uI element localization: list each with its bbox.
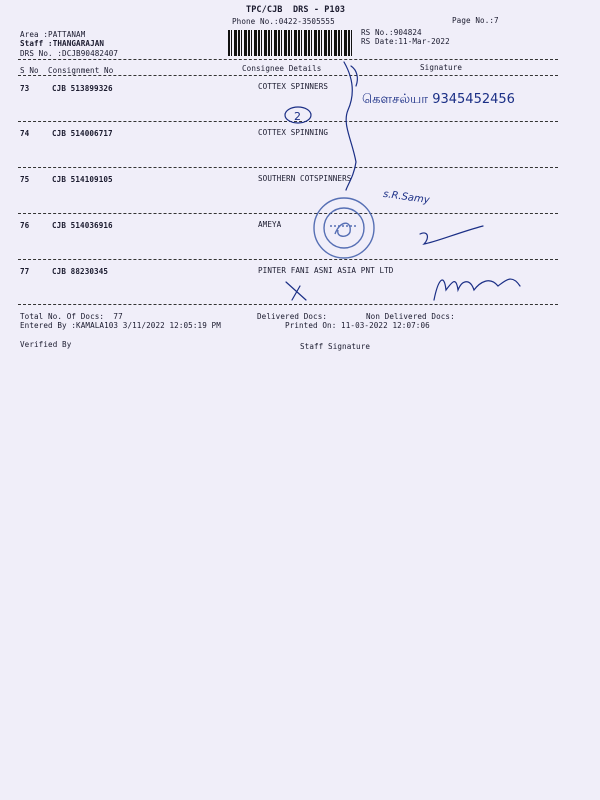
row-consignment: CJB 514036916 <box>52 221 113 230</box>
drs-number: DRS No. :DCJB90482407 <box>20 49 119 58</box>
row-consignment: CJB 513899326 <box>52 84 113 93</box>
column-sno: S No <box>20 66 39 75</box>
row-consignment: CJB 514006717 <box>52 129 113 138</box>
page-number: Page No.:7 <box>452 16 499 25</box>
company-stamp <box>314 198 374 258</box>
handwritten-phone-note: கௌசல்யா 9345452456 <box>362 92 515 107</box>
signature-76 <box>420 226 483 244</box>
circled-number: 2 <box>294 110 301 123</box>
staff-label: Staff :THANGARAJAN <box>20 39 105 48</box>
bracket-mark <box>344 62 356 190</box>
row-consignee: COTTEX SPINNERS <box>258 82 329 91</box>
signature-77 <box>434 279 520 300</box>
row-consignment: CJB 514109105 <box>52 175 113 184</box>
circle-mark <box>285 107 311 123</box>
entered-by: Entered By :KAMALA103 3/11/2022 12:05:19 PM <box>20 321 221 330</box>
delivered-docs: Delivered Docs: <box>257 312 328 321</box>
staff-signature-label: Staff Signature <box>300 342 371 351</box>
row-sno: 76 <box>20 221 30 230</box>
column-signature: Signature <box>420 63 463 72</box>
cross-mark <box>286 282 306 300</box>
total-docs: Total No. Of Docs: 77 <box>20 312 123 321</box>
row-sno: 74 <box>20 129 30 138</box>
rs-number: RS No.:904824 <box>361 28 422 37</box>
column-consignment: Consignment No <box>48 66 114 75</box>
row-consignee: PINTER FANI ASNI ASIA PNT LTD <box>258 266 394 275</box>
verified-by: Verified By <box>20 340 72 349</box>
row-sno: 75 <box>20 175 30 184</box>
area-label: Area :PATTANAM <box>20 30 86 39</box>
handwritten-name-note: s.R.Samy <box>382 188 431 207</box>
row-consignment: CJB 88230345 <box>52 267 109 276</box>
row-sno: 73 <box>20 84 30 93</box>
printed-on: Printed On: 11-03-2022 12:07:06 <box>285 321 430 330</box>
phone-number: Phone No.:0422-3505555 <box>232 17 335 26</box>
row-consignee: SOUTHERN COTSPINNERS <box>258 174 352 183</box>
rs-date: RS Date:11-Mar-2022 <box>361 37 450 46</box>
row-consignee: AMEYA <box>258 220 282 229</box>
row-sno: 77 <box>20 267 30 276</box>
row-consignee: COTTEX SPINNING <box>258 128 329 137</box>
document-title: TPC/CJB DRS - P103 <box>246 5 346 15</box>
non-delivered-docs: Non Delivered Docs: <box>366 312 455 321</box>
column-consignee: Consignee Details <box>242 64 322 73</box>
